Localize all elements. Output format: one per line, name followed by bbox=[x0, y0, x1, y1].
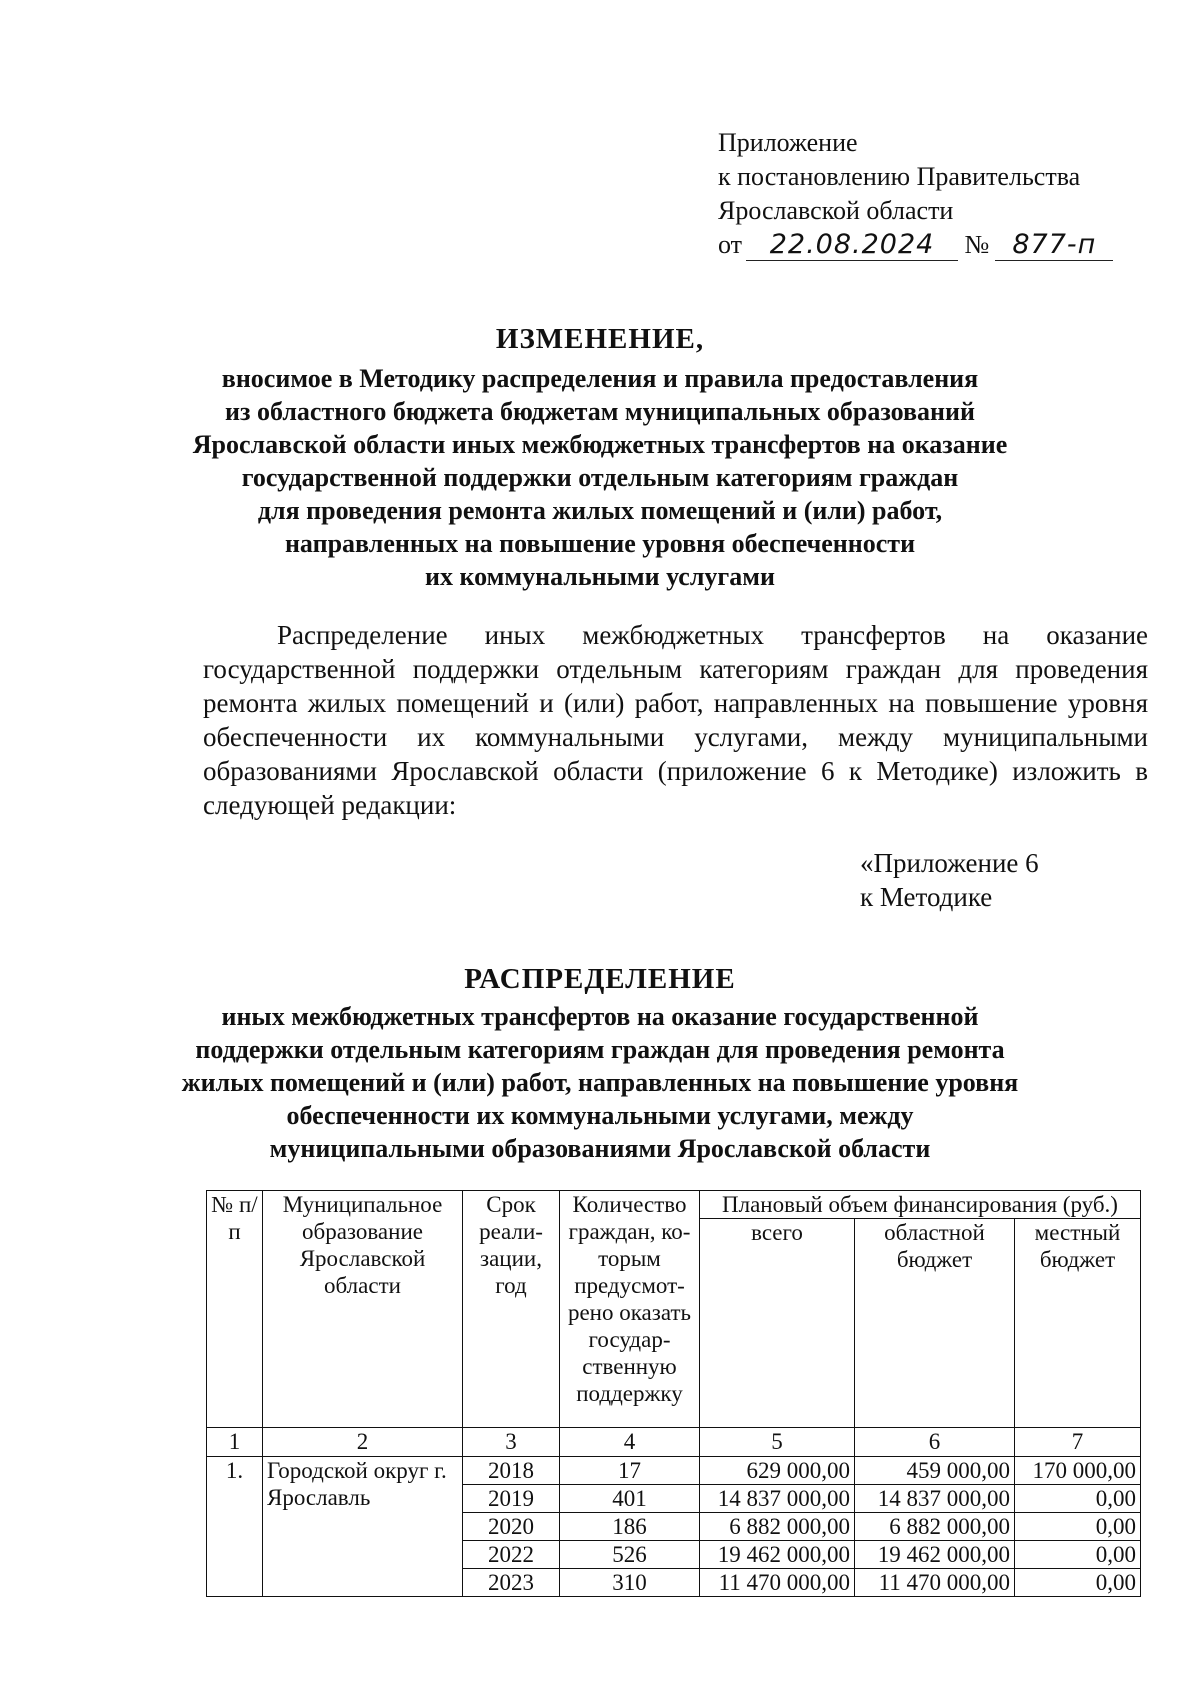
cell-total: 14 837 000,00 bbox=[700, 1485, 855, 1513]
distribution-table bbox=[206, 1190, 1141, 1597]
approval-line-1: Приложение bbox=[718, 128, 858, 157]
change-subtitle-line: для проведения ремонта жилых помещений и (или) работ, bbox=[257, 496, 943, 525]
cell-local: 0,00 bbox=[1015, 1541, 1141, 1569]
change-subtitle bbox=[0, 362, 1200, 593]
distribution-subtitle-line: обеспеченности их коммунальными услугами, между bbox=[286, 1101, 914, 1130]
column-index: 3 bbox=[463, 1428, 560, 1457]
appendix-reference bbox=[860, 846, 1039, 914]
cell-regional: 6 882 000,00 bbox=[855, 1513, 1015, 1541]
cell-local: 170 000,00 bbox=[1015, 1457, 1141, 1485]
header-municipality: Муниципальное образование Ярославской области bbox=[263, 1191, 463, 1428]
approval-date-line bbox=[718, 228, 1113, 262]
header-period: Срок реали-зации, год bbox=[463, 1191, 560, 1428]
table-row bbox=[207, 1457, 1141, 1485]
appendix-ref-line-1: «Приложение 6 bbox=[860, 848, 1039, 878]
column-index: 5 bbox=[700, 1428, 855, 1457]
cell-total: 19 462 000,00 bbox=[700, 1541, 855, 1569]
handwritten-date: 22.08.2024 bbox=[746, 230, 958, 261]
cell-regional: 11 470 000,00 bbox=[855, 1569, 1015, 1597]
cell-year: 2022 bbox=[463, 1541, 560, 1569]
cell-local: 0,00 bbox=[1015, 1569, 1141, 1597]
cell-regional: 459 000,00 bbox=[855, 1457, 1015, 1485]
cell-local: 0,00 bbox=[1015, 1513, 1141, 1541]
column-index: 1 bbox=[207, 1428, 263, 1457]
distribution-subtitle-line: поддержки отдельным категориям граждан для проведения ремонта bbox=[195, 1035, 1005, 1064]
change-subtitle-line: их коммунальными услугами bbox=[425, 562, 775, 591]
cell-total: 629 000,00 bbox=[700, 1457, 855, 1485]
cell-citizens: 186 bbox=[560, 1513, 700, 1541]
group-num: 1. bbox=[207, 1457, 263, 1597]
cell-citizens: 17 bbox=[560, 1457, 700, 1485]
header-num: № п/п bbox=[207, 1191, 263, 1428]
distribution-subtitle-line: муниципальными образованиями Ярославской области bbox=[269, 1134, 931, 1163]
cell-citizens: 310 bbox=[560, 1569, 700, 1597]
table-header-row bbox=[207, 1191, 1141, 1219]
column-index-row bbox=[207, 1428, 1141, 1457]
change-subtitle-line: государственной поддержки отдельным категориям граждан bbox=[241, 463, 959, 492]
cell-year: 2018 bbox=[463, 1457, 560, 1485]
header-citizens: Количество граждан, ко-торым предусмот-рено оказать государ-ственную поддержку bbox=[560, 1191, 700, 1428]
approval-block bbox=[718, 126, 1113, 262]
cell-year: 2023 bbox=[463, 1569, 560, 1597]
cell-regional: 14 837 000,00 bbox=[855, 1485, 1015, 1513]
header-total: всего bbox=[700, 1219, 855, 1428]
distribution-subtitle bbox=[0, 1000, 1200, 1165]
appendix-ref-line-2: к Методике bbox=[860, 882, 993, 912]
cell-citizens: 526 bbox=[560, 1541, 700, 1569]
group-municipality: Городской округ г. Ярославль bbox=[263, 1457, 463, 1597]
distribution-title: РАСПРЕДЕЛЕНИЕ bbox=[464, 963, 736, 995]
cell-local: 0,00 bbox=[1015, 1485, 1141, 1513]
distribution-subtitle-line: жилых помещений и (или) работ, направленных на повышение уровня bbox=[181, 1068, 1019, 1097]
date-prefix: от bbox=[718, 230, 743, 259]
distribution-subtitle-line: иных межбюджетных трансфертов на оказание государственной bbox=[221, 1002, 979, 1031]
cell-year: 2019 bbox=[463, 1485, 560, 1513]
approval-line-3: Ярославской области bbox=[718, 196, 954, 225]
change-subtitle-line: Ярославской области иных межбюджетных трансфертов на оказание bbox=[192, 430, 1008, 459]
approval-line-2: к постановлению Правительства bbox=[718, 162, 1081, 191]
handwritten-number: 877-п bbox=[995, 230, 1113, 261]
cell-regional: 19 462 000,00 bbox=[855, 1541, 1015, 1569]
number-prefix: № bbox=[964, 230, 990, 259]
header-local: местный бюджет bbox=[1015, 1219, 1141, 1428]
header-funding: Плановый объем финансирования (руб.) bbox=[700, 1191, 1141, 1219]
change-subtitle-line: из областного бюджета бюджетам муниципальных образований bbox=[225, 397, 975, 426]
column-index: 4 bbox=[560, 1428, 700, 1457]
change-subtitle-line: вносимое в Методику распределения и правила предоставления bbox=[221, 364, 979, 393]
column-index: 2 bbox=[263, 1428, 463, 1457]
header-regional: областной бюджет bbox=[855, 1219, 1015, 1428]
change-subtitle-line: направленных на повышение уровня обеспеченности bbox=[284, 529, 916, 558]
cell-total: 6 882 000,00 bbox=[700, 1513, 855, 1541]
cell-year: 2020 bbox=[463, 1513, 560, 1541]
column-index: 7 bbox=[1015, 1428, 1141, 1457]
cell-total: 11 470 000,00 bbox=[700, 1569, 855, 1597]
cell-citizens: 401 bbox=[560, 1485, 700, 1513]
column-index: 6 bbox=[855, 1428, 1015, 1457]
body-paragraph: Распределение иных межбюджетных трансфертов на оказание государственной поддержки отдельным категориям граждан для проведения ремонта жилых помещений и (или) работ, направленных на повышение уровня обеспеченности их коммунальными услугами, между муниципальными образованиями Ярославской области (приложение 6 к Методике) изложить в следующей редакции: bbox=[203, 620, 1148, 820]
change-title: ИЗМЕНЕНИЕ, bbox=[495, 323, 705, 355]
